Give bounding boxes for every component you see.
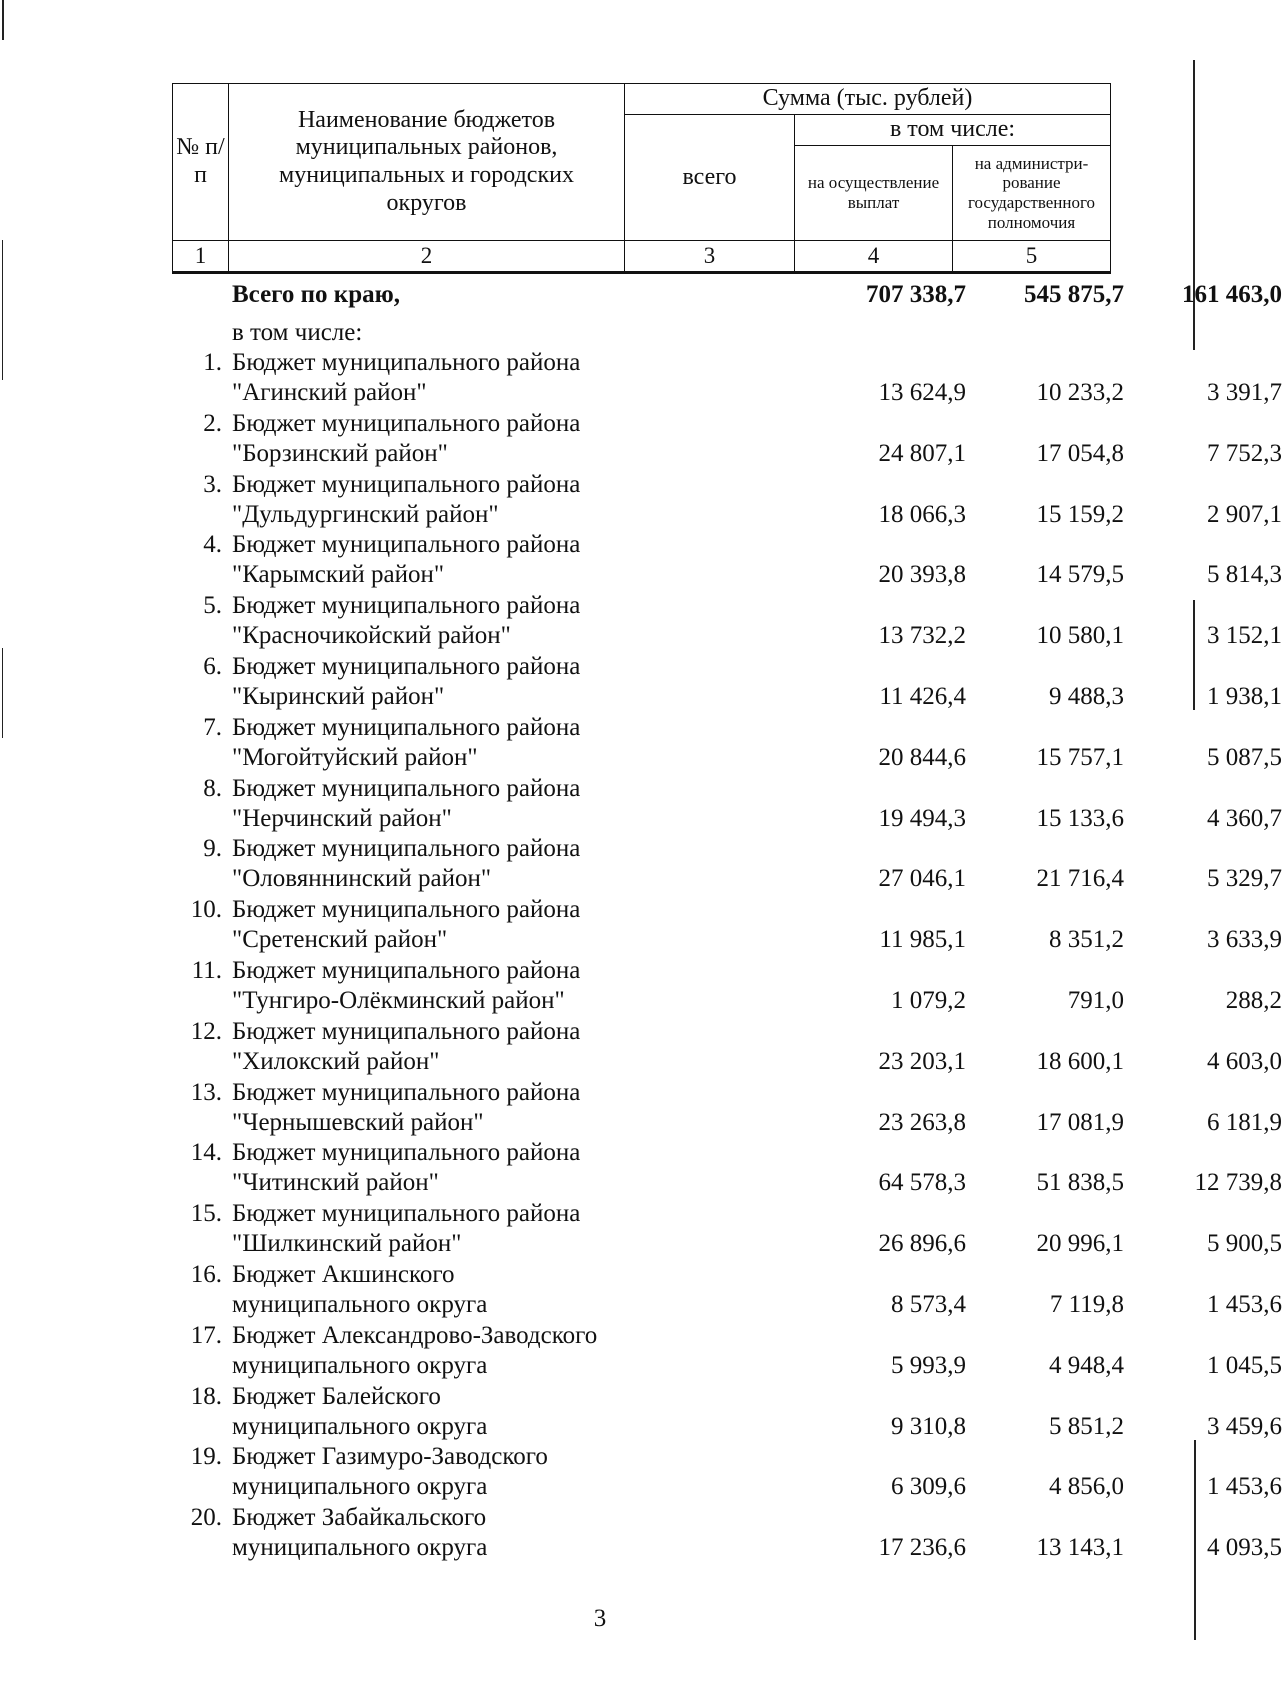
- including-row: [172, 318, 1110, 348]
- scan-edge-line: [2, 0, 4, 40]
- row-administration: 6 181,9: [1207, 1108, 1282, 1136]
- budget-name-line1: Бюджет муниципального района: [232, 1078, 581, 1106]
- budget-name-line1: Бюджет муниципального района: [232, 896, 581, 924]
- budget-name: [232, 834, 802, 894]
- budget-name-line2: "Сретенский район": [232, 926, 448, 954]
- row-payments: 51 838,5: [1036, 1169, 1124, 1197]
- row-number: 17.: [190, 1321, 222, 1349]
- budget-name-line2: "Кыринский район": [232, 682, 445, 710]
- row-number: 14.: [190, 1139, 222, 1167]
- budget-name-line2: "Чернышевский район": [232, 1108, 484, 1136]
- row-total: 19 494,3: [878, 804, 966, 832]
- row-payments: 17 081,9: [1036, 1108, 1124, 1136]
- row-payments: 15 133,6: [1036, 804, 1124, 832]
- row-payments: 20 996,1: [1036, 1230, 1124, 1258]
- row-number: 1.: [203, 349, 222, 376]
- total-label: Всего по краю,: [232, 281, 400, 308]
- row-payments: 10 233,2: [1036, 379, 1124, 406]
- row-administration: 3 633,9: [1207, 926, 1282, 954]
- row-total: 26 896,6: [878, 1230, 966, 1258]
- budget-name: [232, 1382, 802, 1442]
- row-total: 23 263,8: [878, 1108, 966, 1136]
- row-payments: 21 716,4: [1036, 865, 1124, 893]
- row-total: 11 985,1: [879, 926, 966, 954]
- row-total: 5 993,9: [891, 1351, 966, 1379]
- row-payments: 18 600,1: [1036, 1047, 1124, 1075]
- row-number: 16.: [190, 1260, 222, 1288]
- budget-name-line2: муниципального округа: [232, 1412, 488, 1440]
- budget-name-line2: "Карымский район": [232, 561, 445, 589]
- row-payments: 14 579,5: [1036, 561, 1124, 589]
- header-payments-label: на осуществление выплат: [795, 146, 953, 241]
- row-payments: 4 856,0: [1049, 1473, 1124, 1501]
- row-administration: 4 360,7: [1207, 804, 1282, 832]
- budget-name-line1: Бюджет муниципального района: [232, 774, 581, 802]
- table-row: [172, 652, 1282, 713]
- budget-name: [232, 1321, 802, 1381]
- table-row: [172, 774, 1282, 835]
- budget-name-line1: Бюджет муниципального района: [232, 409, 581, 437]
- budget-name-line2: "Шилкинский район": [232, 1230, 462, 1258]
- row-number: 18.: [190, 1382, 222, 1410]
- budget-name: [232, 1017, 802, 1077]
- header-name-label: Наименование бюджетов муниципальных районов, муниципальных и городских округов: [229, 84, 625, 241]
- row-administration: 3 391,7: [1207, 379, 1282, 406]
- row-number: 5.: [203, 592, 222, 620]
- budget-name-line2: "Борзинский район": [232, 439, 448, 467]
- header-total-label: всего: [625, 115, 795, 241]
- total-payments: 545 875,7: [1024, 281, 1124, 308]
- budget-name: [232, 774, 802, 834]
- row-number: 12.: [190, 1017, 222, 1045]
- budget-name-line2: "Красночикойский район": [232, 622, 511, 650]
- budget-name: [232, 348, 802, 408]
- budget-name-line1: Бюджет муниципального района: [232, 835, 581, 863]
- row-payments: 4 948,4: [1049, 1351, 1124, 1379]
- budget-name-line2: "Тунгиро-Олёкминский район": [232, 986, 565, 1014]
- budget-name-line1: Бюджет муниципального района: [232, 713, 581, 741]
- budget-name-line1: Бюджет Газимуро-Заводского: [232, 1443, 548, 1471]
- row-payments: 13 143,1: [1036, 1534, 1124, 1562]
- row-total: 20 844,6: [878, 743, 966, 771]
- budget-name: [232, 1138, 802, 1198]
- row-total: 23 203,1: [878, 1047, 966, 1075]
- budget-name-line2: "Дульдургинский район": [232, 500, 499, 528]
- row-administration: 1 453,6: [1207, 1473, 1282, 1501]
- row-administration: 5 900,5: [1207, 1230, 1282, 1258]
- budget-name-line1: Бюджет муниципального района: [232, 1139, 581, 1167]
- table-header: [172, 83, 1111, 274]
- table-row: [172, 591, 1282, 652]
- budget-name-line1: Бюджет Балейского: [232, 1382, 441, 1410]
- row-number: 11.: [191, 956, 222, 984]
- table-row: [172, 1442, 1282, 1503]
- table-body: [172, 280, 1282, 1564]
- budget-name: [232, 1503, 802, 1563]
- row-administration: 4 603,0: [1207, 1047, 1282, 1075]
- total-sum: 707 338,7: [866, 281, 966, 308]
- row-payments: 15 757,1: [1036, 743, 1124, 771]
- table-row: [172, 1503, 1282, 1564]
- row-total: 9 310,8: [891, 1412, 966, 1440]
- row-administration: 3 459,6: [1207, 1412, 1282, 1440]
- column-number-5: 5: [953, 241, 1111, 273]
- budget-name-line1: Бюджет муниципального района: [232, 531, 581, 559]
- row-total: 64 578,3: [878, 1169, 966, 1197]
- table-row: [172, 348, 1282, 409]
- row-payments: 7 119,8: [1049, 1290, 1124, 1318]
- row-administration: 5 814,3: [1207, 561, 1282, 589]
- budget-name: [232, 1078, 802, 1138]
- budget-name-line1: Бюджет муниципального района: [232, 652, 581, 680]
- budget-name: [232, 956, 802, 1016]
- row-administration: 4 093,5: [1207, 1534, 1282, 1562]
- table-row: [172, 1017, 1282, 1078]
- budget-name-line1: Бюджет муниципального района: [232, 592, 581, 620]
- budget-name-line2: муниципального округа: [232, 1534, 488, 1562]
- scan-edge-line: [2, 240, 3, 380]
- header-number-label: № п/п: [173, 84, 229, 241]
- row-total: 18 066,3: [878, 500, 966, 528]
- row-total: 13 624,9: [878, 379, 966, 406]
- table-row: [172, 409, 1282, 470]
- table-row: [172, 1078, 1282, 1139]
- budget-name-line1: Бюджет Забайкальского: [232, 1504, 487, 1532]
- row-total: 24 807,1: [878, 439, 966, 467]
- row-number: 10.: [190, 896, 222, 924]
- budget-name-line2: "Агинский район": [232, 379, 427, 406]
- table-row: [172, 1382, 1282, 1443]
- row-total: 11 426,4: [879, 682, 966, 710]
- budget-name-line2: "Оловяннинский район": [232, 865, 492, 893]
- total-administration: 161 463,0: [1182, 281, 1282, 308]
- row-administration: 5 087,5: [1207, 743, 1282, 771]
- budget-name: [232, 713, 802, 773]
- budget-name-line1: Бюджет Александрово-Заводского: [232, 1321, 598, 1349]
- row-administration: 288,2: [1225, 986, 1282, 1014]
- scan-edge-line: [2, 648, 3, 738]
- row-number: 2.: [203, 409, 222, 437]
- row-payments: 17 054,8: [1036, 439, 1124, 467]
- row-administration: 1 045,5: [1207, 1351, 1282, 1379]
- row-number: 6.: [203, 652, 222, 680]
- total-row: [172, 280, 1282, 318]
- row-number: 15.: [190, 1200, 222, 1228]
- table-row: [172, 1321, 1282, 1382]
- budget-name: [232, 652, 802, 712]
- row-administration: 1 453,6: [1207, 1290, 1282, 1318]
- row-number: 4.: [203, 531, 222, 559]
- row-administration: 2 907,1: [1207, 500, 1282, 528]
- budget-name-line1: Бюджет муниципального района: [232, 349, 581, 376]
- row-number: 13.: [190, 1078, 222, 1106]
- row-total: 27 046,1: [878, 865, 966, 893]
- row-payments: 5 851,2: [1049, 1412, 1124, 1440]
- budget-name-line1: Бюджет муниципального района: [232, 470, 581, 498]
- row-total: 8 573,4: [891, 1290, 966, 1318]
- budget-name-line2: "Хилокский район": [232, 1047, 440, 1075]
- budget-name-line2: "Читинский район": [232, 1169, 439, 1197]
- budget-name-line1: Бюджет муниципального района: [232, 1200, 581, 1228]
- row-total: 13 732,2: [878, 622, 966, 650]
- row-total: 1 079,2: [891, 986, 966, 1014]
- row-payments: 10 580,1: [1036, 622, 1124, 650]
- budget-name: [232, 1442, 802, 1502]
- header-including-label: в том числе:: [795, 115, 1111, 146]
- table-row: [172, 530, 1282, 591]
- including-label: в том числе:: [232, 319, 363, 346]
- row-administration: 5 329,7: [1207, 865, 1282, 893]
- budget-name-line2: муниципального округа: [232, 1351, 488, 1379]
- header-sum-label: Сумма (тыс. рублей): [625, 84, 1111, 115]
- row-number: 19.: [190, 1443, 222, 1471]
- row-total: 17 236,6: [878, 1534, 966, 1562]
- budget-name: [232, 1199, 802, 1259]
- row-number: 7.: [203, 713, 222, 741]
- budget-name: [232, 530, 802, 590]
- row-payments: 791,0: [1067, 986, 1124, 1014]
- budget-name-line2: муниципального округа: [232, 1290, 488, 1318]
- row-administration: 3 152,1: [1207, 622, 1282, 650]
- column-number-2: 2: [229, 241, 625, 273]
- row-payments: 8 351,2: [1049, 926, 1124, 954]
- budget-name: [232, 591, 802, 651]
- table-row: [172, 1138, 1282, 1199]
- budget-name-line2: "Могойтуйский район": [232, 743, 478, 771]
- column-number-1: 1: [173, 241, 229, 273]
- budget-name: [232, 895, 802, 955]
- row-number: 3.: [203, 470, 222, 498]
- budget-name: [232, 470, 802, 530]
- row-payments: 9 488,3: [1049, 682, 1124, 710]
- table-row: [172, 1260, 1282, 1321]
- header-administration-label: на администри-рование государственного полномочия: [953, 146, 1111, 241]
- row-administration: 12 739,8: [1194, 1169, 1282, 1197]
- column-number-4: 4: [795, 241, 953, 273]
- table-row: [172, 956, 1282, 1017]
- row-total: 6 309,6: [891, 1473, 966, 1501]
- row-payments: 15 159,2: [1036, 500, 1124, 528]
- page-number: 3: [593, 1605, 607, 1632]
- row-administration: 1 938,1: [1207, 682, 1282, 710]
- row-number: 8.: [203, 774, 222, 802]
- budget-name-line1: Бюджет муниципального района: [232, 956, 581, 984]
- row-number: 9.: [203, 835, 222, 863]
- table-row: [172, 1199, 1282, 1260]
- row-number: 20.: [190, 1504, 222, 1532]
- table-row: [172, 895, 1282, 956]
- budget-name: [232, 1260, 802, 1320]
- table-row: [172, 470, 1282, 531]
- table-row: [172, 713, 1282, 774]
- column-number-3: 3: [625, 241, 795, 273]
- budget-name-line1: Бюджет муниципального района: [232, 1017, 581, 1045]
- budget-name-line2: муниципального округа: [232, 1473, 488, 1501]
- budget-name-line2: "Нерчинский район": [232, 804, 452, 832]
- row-total: 20 393,8: [878, 561, 966, 589]
- row-administration: 7 752,3: [1207, 439, 1282, 467]
- budget-name-line1: Бюджет Акшинского: [232, 1260, 455, 1288]
- budget-name: [232, 409, 802, 469]
- table-row: [172, 834, 1282, 895]
